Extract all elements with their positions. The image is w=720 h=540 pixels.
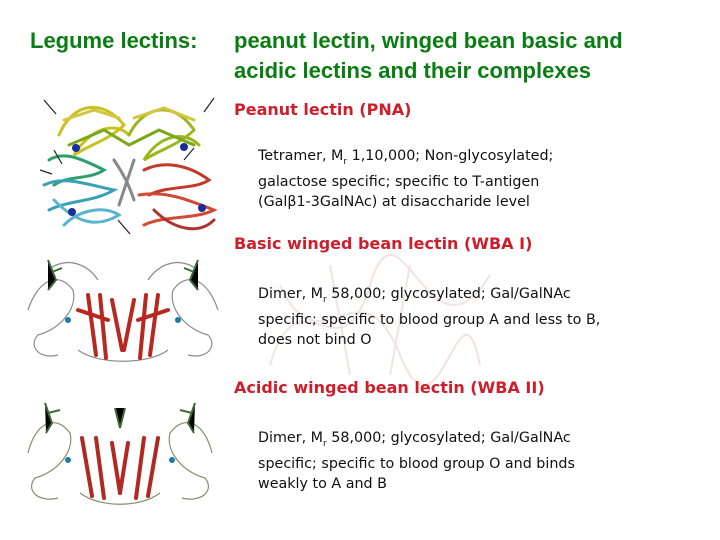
wba-i-structure-image — [18, 250, 228, 370]
slide-title — [30, 26, 623, 86]
section-heading-pna: Peanut lectin (PNA) — [234, 100, 412, 119]
desc-text-post: 1,10,000; Non-glycosylated; galactose specific; specific to T-antigen (Galβ1-3GalNAc) at disaccharide level — [258, 148, 554, 210]
desc-subscript: r — [323, 294, 327, 305]
section-heading-wba-i: Basic winged bean lectin (WBA I) — [234, 234, 533, 253]
title-text-line-2: acidic lectins and their complexes — [234, 58, 592, 83]
desc-text-pre: Dimer, M — [258, 286, 324, 302]
section-description-wba-ii — [258, 428, 575, 494]
title-text-line-1: peanut lectin, winged bean basic and — [234, 28, 623, 53]
section-description-pna — [258, 146, 553, 212]
section-description-wba-i — [258, 284, 600, 350]
title-label: Legume lectins: — [30, 28, 198, 53]
desc-text-pre: Dimer, M — [258, 430, 324, 446]
desc-text-pre: Tetramer, M — [258, 148, 344, 164]
peanut-lectin-structure-image — [34, 90, 224, 240]
desc-subscript: r — [343, 156, 348, 167]
wba-ii-structure-image — [20, 398, 220, 513]
section-heading-wba-ii: Acidic winged bean lectin (WBA II) — [234, 378, 545, 397]
title-line-1 — [30, 26, 623, 56]
desc-subscript: r — [323, 438, 327, 449]
desc-text-post: 58,000; glycosylated; Gal/GalNAc specific; specific to blood group A and less to B, does not bind O — [258, 286, 601, 348]
desc-text-post: 58,000; glycosylated; Gal/GalNAc specific; specific to blood group O and binds weakly to A and B — [258, 430, 575, 492]
